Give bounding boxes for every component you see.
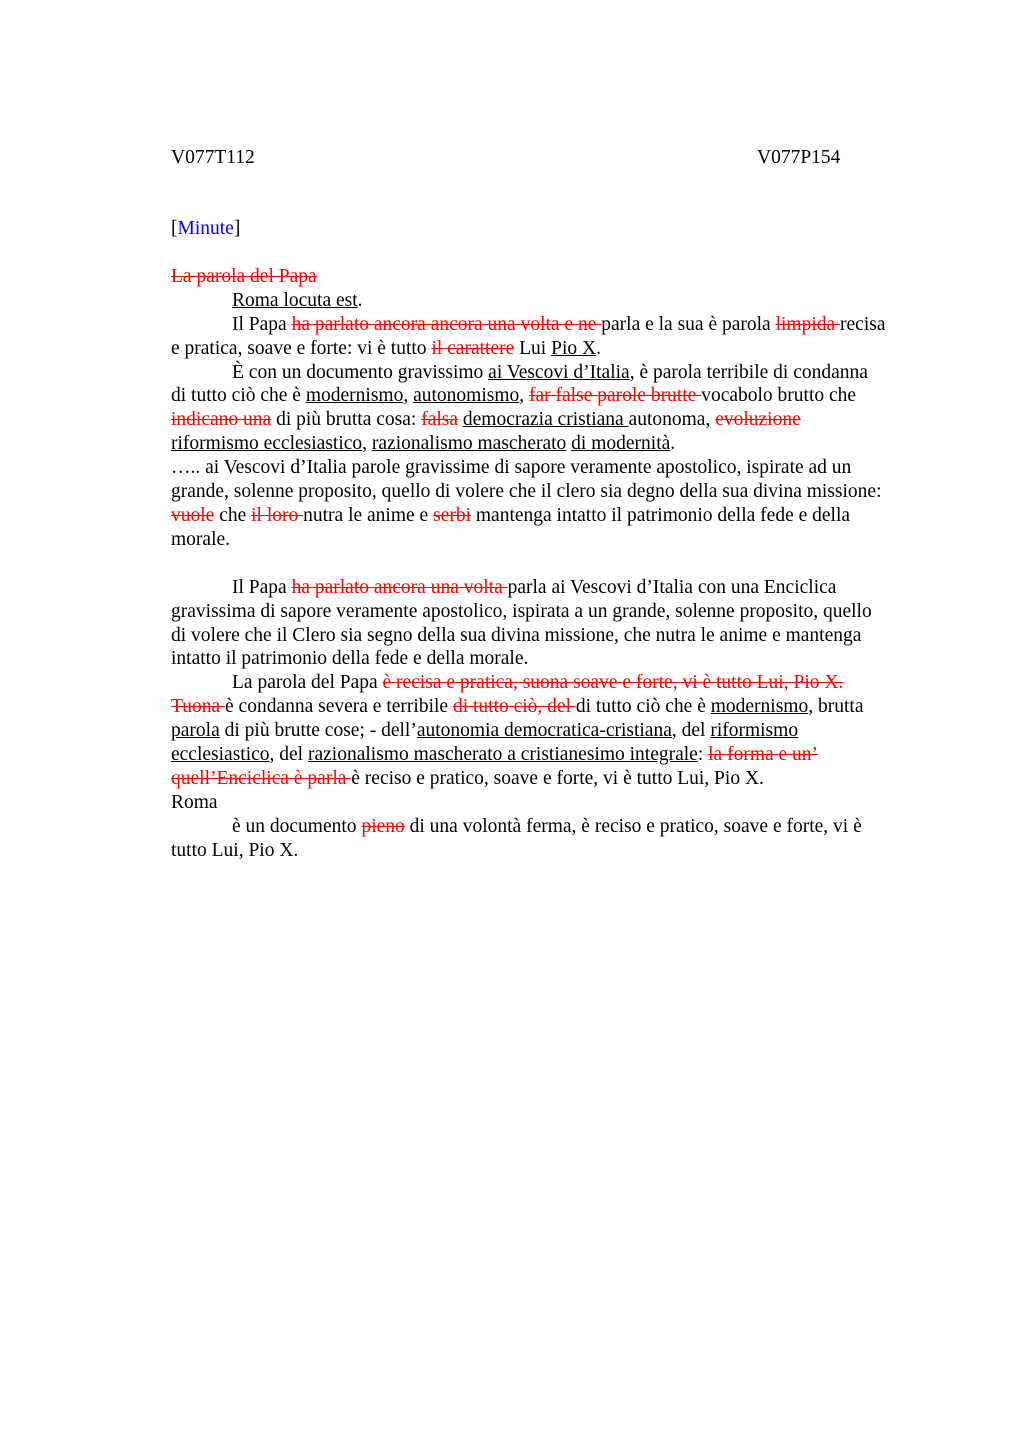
text-line (171, 456, 931, 480)
deleted-text: falsa (421, 409, 459, 431)
text-run: morale. (171, 528, 231, 550)
text-run: . (596, 337, 601, 359)
text-run: . (670, 433, 676, 455)
underlined-text: modernismo (305, 385, 404, 407)
text-line (171, 265, 931, 289)
section-heading (171, 217, 931, 241)
underlined-text: riformismo ecclesiastico (171, 433, 363, 455)
text-run: È con un documento gravissimo (232, 361, 489, 383)
text-run: intatto il patrimonio della fede e della morale. (171, 648, 529, 670)
text-run: recisa (840, 313, 886, 335)
deleted-text: il carattere (431, 337, 515, 359)
text-run: , (403, 385, 414, 407)
document-body (171, 146, 931, 863)
text-run: e pratica, soave e forte: vi è tutto (171, 337, 432, 359)
deleted-text: di tutto ciò, del (452, 696, 576, 718)
deleted-text: limpida (775, 313, 841, 335)
text-line (171, 791, 931, 815)
text-run: : (697, 744, 709, 766)
deleted-text: evoluzione (715, 409, 801, 431)
text-run: , del (269, 744, 308, 766)
text-line (171, 528, 931, 552)
deleted-text: serbi (433, 504, 471, 526)
open-bracket: [ (171, 218, 178, 239)
text-line (171, 719, 931, 743)
underlined-text: autonomismo (413, 385, 520, 407)
text-run: grande, solenne proposito, quello di volere che il clero sia degno della sua divina missione: (171, 481, 882, 503)
text-line (171, 695, 931, 719)
text-run: di più brutta cosa: (271, 409, 422, 431)
deleted-text: Tuona (171, 696, 226, 718)
text-line (171, 289, 931, 313)
text-run: di tutto ciò che è (171, 385, 306, 407)
spacer (171, 241, 931, 265)
page-header (171, 146, 931, 170)
document-code-left: V077T112 (171, 147, 255, 168)
text-run: di volere che il Clero sia segno della sua divina missione, che nutra le anime e mantenga (171, 624, 862, 646)
text-run: , è parola terribile di condanna (629, 361, 868, 383)
text-line (171, 432, 931, 456)
manuscript-text (171, 265, 931, 863)
text-run: vocabolo brutto che (701, 385, 857, 407)
text-line (171, 647, 931, 671)
text-run: autonoma, (628, 409, 716, 431)
text-run: nutra le anime e (303, 504, 434, 526)
text-line (171, 504, 931, 528)
deleted-text: il loro (251, 504, 304, 526)
text-run: Roma (171, 791, 218, 813)
text-line (171, 839, 931, 863)
underlined-text: Roma locuta est (232, 289, 358, 311)
deleted-text: indicano una (171, 409, 272, 431)
text-run: parla e la sua è parola (601, 313, 776, 335)
deleted-text: ha parlato ancora ancora una volta e ne (291, 313, 602, 335)
spacer (171, 170, 931, 217)
deleted-text: pieno (361, 815, 405, 837)
text-line (171, 671, 931, 695)
deleted-text: è recisa e pratica, suona soave e forte, vi è tutto Lui, Pio X. (382, 672, 844, 694)
underlined-text: di modernità (571, 433, 671, 455)
text-run: . (357, 289, 363, 311)
underlined-text: razionalismo mascherato (371, 433, 567, 455)
deleted-text: la forma e un’ (708, 744, 819, 766)
text-run: è reciso e pratico, soave e forte, vi è tutto Lui, Pio X. (351, 767, 764, 789)
deleted-text: La parola del Papa (171, 265, 317, 287)
underlined-text: democrazia cristiana (462, 409, 629, 431)
text-run: La parola del Papa (232, 672, 383, 694)
deleted-text: ha parlato ancora una volta (291, 576, 508, 598)
text-line (171, 743, 931, 767)
text-run: di più brutte cose; - dell’ (219, 720, 417, 742)
text-line (171, 480, 931, 504)
underlined-text: parola (171, 720, 220, 742)
text-run: , brutta (808, 696, 864, 718)
text-line (171, 552, 931, 576)
underlined-text: ecclesiastico (171, 744, 270, 766)
text-run: di una volontà ferma, è reciso e pratico, soave e forte, vi è (404, 815, 862, 837)
text-run: che (214, 504, 252, 526)
underlined-text: ai Vescovi d’Italia (488, 361, 630, 383)
text-line (171, 313, 931, 337)
text-run: , (519, 385, 530, 407)
close-bracket: ] (233, 218, 241, 239)
deleted-text: far false parole brutte (529, 385, 702, 407)
text-run: parla ai Vescovi d’Italia con una Enciclica (507, 576, 837, 598)
underlined-text: Pio X (551, 337, 597, 359)
text-line (171, 337, 931, 361)
text-run: gravissima di sapore veramente apostolico, ispirata a un grande, solenne proposito, quello (171, 600, 872, 622)
text-run: Il Papa (232, 576, 292, 598)
underlined-text: riformismo (710, 720, 799, 742)
text-line (171, 600, 931, 624)
text-run: tutto Lui, Pio X. (171, 839, 299, 861)
text-line (171, 361, 931, 385)
text-run: è un documento (232, 815, 362, 837)
text-run: di tutto ciò che è (575, 696, 711, 718)
underlined-text: modernismo (710, 696, 809, 718)
text-run: è condanna severa e terribile (225, 696, 453, 718)
text-line (171, 384, 931, 408)
document-code-right: V077P154 (757, 147, 841, 168)
text-line (171, 815, 931, 839)
underlined-text: razionalismo mascherato a cristianesimo integrale (307, 744, 698, 766)
text-run: , del (671, 720, 711, 742)
text-run: mantenga intatto il patrimonio della fede e della (471, 504, 851, 526)
text-line (171, 408, 931, 432)
deleted-text: quell’Enciclica è parla (171, 767, 352, 789)
text-run: Lui (514, 337, 552, 359)
text-line (171, 624, 931, 648)
text-run: Il Papa (232, 313, 292, 335)
section-label: Minute (177, 218, 234, 239)
text-run: , (362, 433, 372, 455)
text-run: ….. ai Vescovi d’Italia parole gravissime di sapore veramente apostolico, ispirate ad un (171, 457, 852, 479)
text-line (171, 576, 931, 600)
deleted-text: vuole (171, 504, 215, 526)
underlined-text: autonomia democratica-cristiana (416, 720, 672, 742)
text-line (171, 767, 931, 791)
